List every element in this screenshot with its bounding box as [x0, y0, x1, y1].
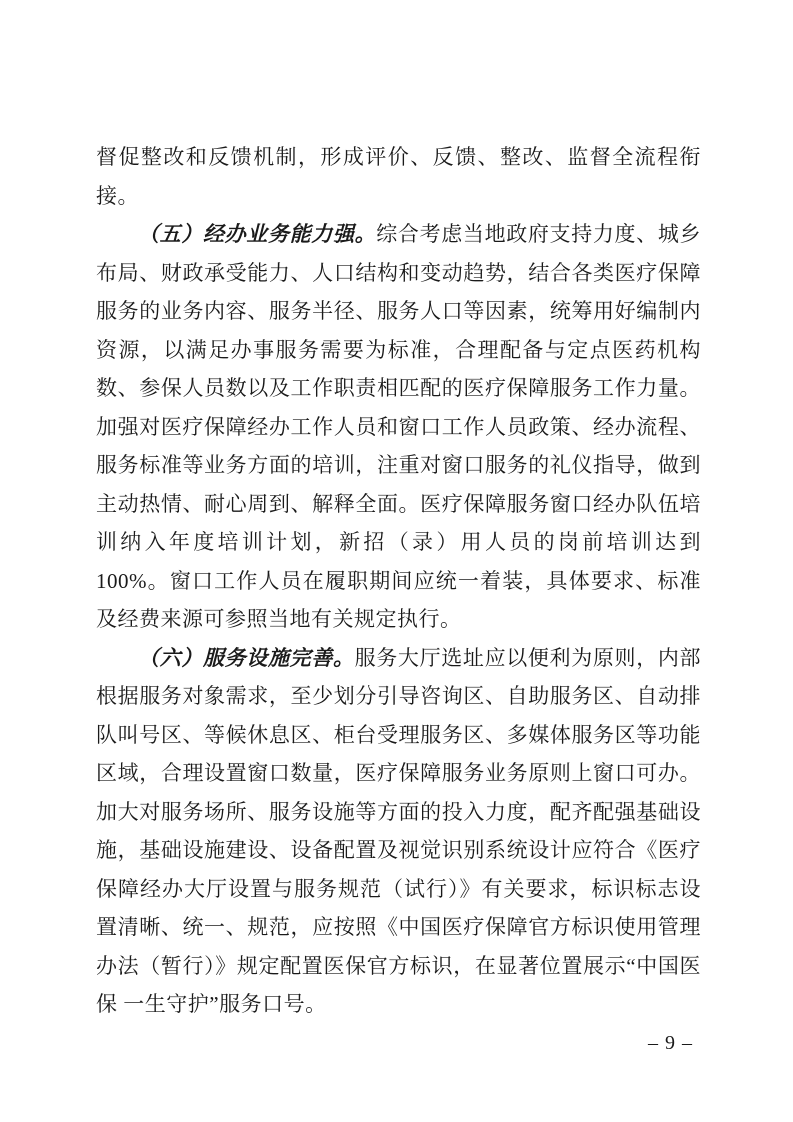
document-body	[96, 138, 701, 1024]
paragraph-item-6	[96, 639, 701, 1024]
page-number: – 9 –	[648, 1032, 693, 1054]
paragraph-continuation: 督促整改和反馈机制，形成评价、反馈、整改、监督全流程衔接。	[96, 145, 701, 208]
paragraph-lead-5: （五）经办业务能力强。	[138, 222, 377, 246]
paragraph-body-6: 服务大厅选址应以便利为原则，内部根据服务对象需求，至少划分引导咨询区、自助服务区、自动排队叫号区、等候休息区、柜台受理服务区、多媒体服务区等功能区域，合理设置窗口数量，医疗保障服务业务原则上窗口可办。加大对服务场所、服务设施等方面的投入力度，配齐配强基础设施，基础设施建设、设备配置及视觉识别系统设计应符合《医疗保障经办大厅设置与服务规范（试行）》有关要求，标识标志设置清晰、统一、规范，应按照《中国医疗保障官方标识使用管理办法（暂行）》规定配置医保官方标识，在显著位置展示“中国医保 一生守护”服务口号。	[96, 645, 702, 1016]
paragraph-item-5	[96, 215, 701, 639]
paragraph-body-5: 综合考虑当地政府支持力度、城乡布局、财政承受能力、人口结构和变动趋势，结合各类医疗保障服务的业务内容、服务半径、服务人口等因素，统筹用好编制内资源，以满足办事服务需要为标准，合理配备与定点医药机构数、参保人员数以及工作职责相匹配的医疗保障服务工作力量。加强对医疗保障经办工作人员和窗口工作人员政策、经办流程、服务标准等业务方面的培训，注重对窗口服务的礼仪指导，做到主动热情、耐心周到、解释全面。医疗保障服务窗口经办队伍培训纳入年度培训计划，新招（录）用人员的岗前培训达到 100%。窗口工作人员在履职期间应统一着装，具体要求、标准及经费来源可参照当地有关规定执行。	[96, 222, 702, 631]
paragraph-lead-6: （六）服务设施完善。	[138, 645, 355, 670]
